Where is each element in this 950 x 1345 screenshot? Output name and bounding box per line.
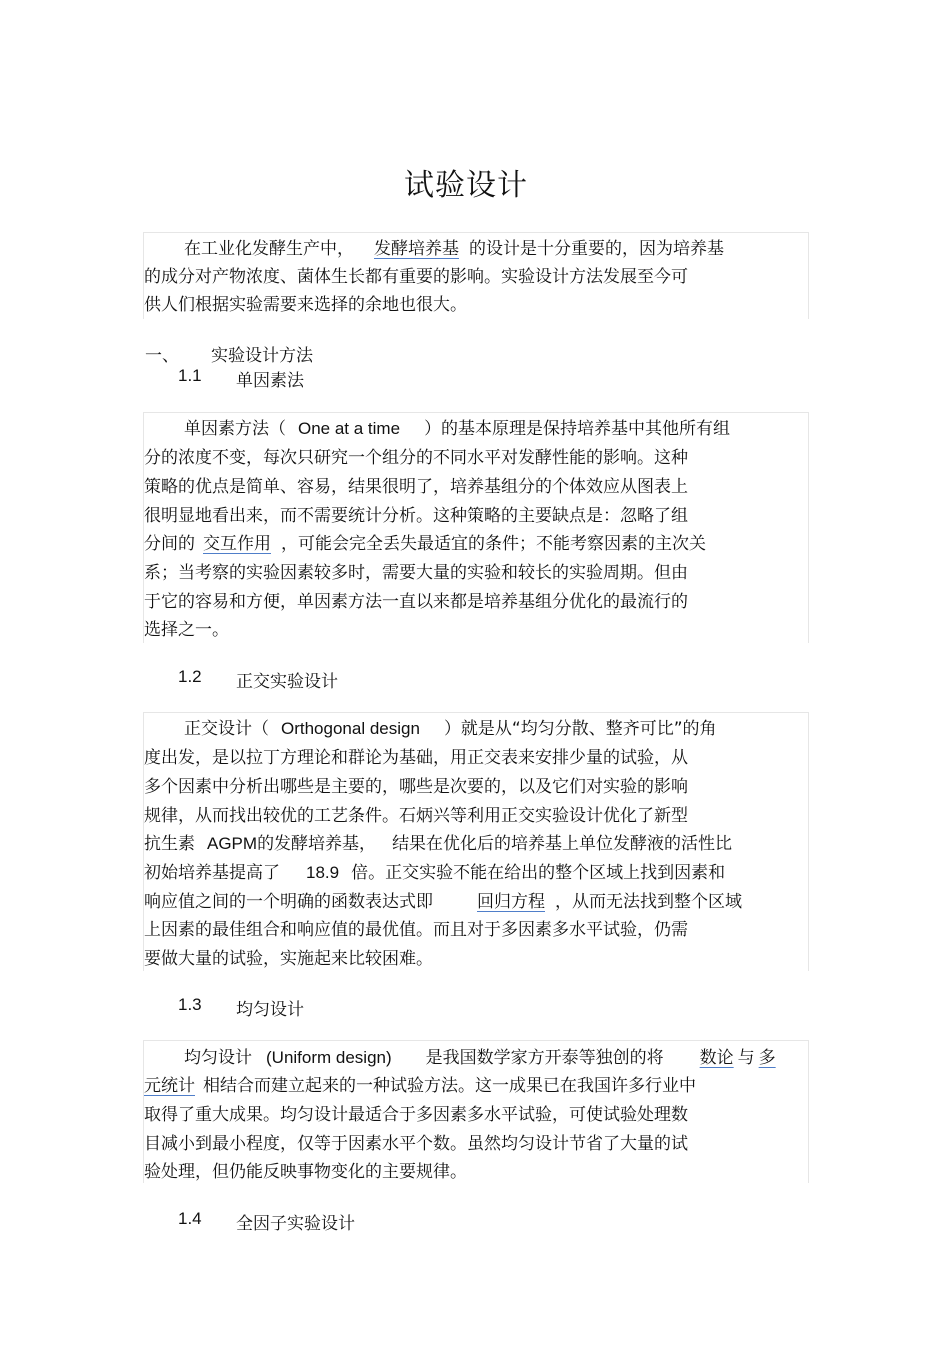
s11-line-7: 于它的容易和方便，单因素方法一直以来都是培养基组分优化的最流行的: [144, 592, 688, 612]
s13-line-5: 验处理，但仍能反映事物变化的主要规律。: [144, 1162, 467, 1182]
s11-line-4: 很明显地看出来，而不需要统计分析。这种策略的主要缺点是：忽略了组: [144, 506, 688, 526]
s11-line-5: [144, 534, 706, 554]
s13-text: 均匀设计: [184, 1048, 252, 1068]
s12-term-en: Orthogonal design: [281, 719, 420, 738]
s12-line-4: 规律，从而找出较优的工艺条件。石炳兴等利用正交实验设计优化了新型: [144, 806, 688, 826]
link-interaction[interactable]: 交互作用: [203, 534, 271, 554]
intro-text: 的设计是十分重要的，因为培养基: [469, 239, 724, 259]
s12-text: 结果在优化后的培养基上单位发酵液的活性比: [392, 834, 733, 854]
section-1-title: 实验设计方法: [211, 346, 313, 366]
s12-text: 响应值之间的一个明确的函数表达式即: [144, 892, 433, 912]
s13-line-4: 目减小到最小程度，仅等于因素水平个数。虽然均匀设计节省了大量的试: [144, 1134, 688, 1154]
section-1-number: 一、: [145, 346, 179, 366]
link-regression-equation[interactable]: 回归方程: [477, 892, 545, 912]
s12-title: 正交实验设计: [236, 672, 338, 692]
s12-line-9: 要做大量的试验，实施起来比较困难。: [144, 949, 433, 969]
s12-line-3: 多个因素中分析出哪些是主要的，哪些是次要的，以及它们对实验的影响: [144, 777, 688, 797]
s12-text: 初始培养基提高了: [144, 863, 280, 883]
s11-line-2: 分的浓度不变，每次只研究一个组分的不同水平对发酵性能的影响。这种: [144, 448, 688, 468]
s13-line-3: 取得了重大成果。均匀设计最适合于多因素多水平试验，可使试验处理数: [144, 1105, 688, 1125]
s12-paragraph: [143, 712, 809, 971]
s11-line-6: 系；当考察的实验因素较多时，需要大量的实验和较长的实验周期。但由: [144, 563, 688, 583]
s12-text: 抗生素: [144, 834, 195, 854]
intro-line-1: [184, 239, 724, 259]
s13-line-2: [144, 1076, 696, 1096]
intro-paragraph: [143, 232, 809, 319]
s12-term-en: AGPM: [207, 834, 258, 853]
link-multivariate-statistics-part2[interactable]: 元统计: [144, 1076, 195, 1096]
link-multivariate-statistics-part1[interactable]: 多: [758, 1048, 776, 1068]
s11-term-en: One at a time: [298, 419, 401, 438]
s12-line-2: 度出发，是以拉丁方理论和群论为基础，用正交表来安排少量的试验，从: [144, 748, 688, 768]
s12-line-8: 上因素的最佳组合和响应值的最优值。而且对于多因素多水平试验，仍需: [144, 920, 688, 940]
s12-line-1: [184, 719, 717, 739]
s11-title: 单因素法: [236, 371, 304, 391]
s12-text: 倍。正交实验不能在给出的整个区域上找到因素和: [351, 863, 726, 883]
s13-title: 均匀设计: [236, 1000, 304, 1020]
s13-number: 1.3: [178, 995, 202, 1014]
s12-text: 的发酵培养基，: [257, 834, 377, 854]
s11-number: 1.1: [178, 366, 202, 385]
s11-text: ）的基本原理是保持培养基中其他所有组: [424, 419, 731, 439]
s12-number-value: 18.9: [306, 863, 340, 882]
s11-text: ，可能会完全丢失最适宜的条件；不能考察因素的主次关: [281, 534, 706, 554]
intro-text: 在工业化发酵生产中，: [184, 239, 354, 259]
s11-line-1: [184, 419, 730, 439]
intro-line-2: 的成分对产物浓度、菌体生长都有重要的影响。实验设计方法发展至今可: [144, 267, 688, 287]
link-number-theory[interactable]: 数论: [699, 1048, 734, 1068]
s12-text: ，从而无法找到整个区域: [555, 892, 742, 912]
intro-line-3: 供人们根据实验需要来选择的余地也很大。: [144, 295, 467, 315]
s12-line-5: [144, 834, 732, 854]
s13-text: 是我国数学家方开泰等独创的将: [425, 1048, 664, 1068]
page-title: 试验设计: [404, 168, 528, 203]
s11-text: 分间的: [144, 534, 195, 554]
s12-text: ）就是从“均匀分散、整齐可比”的角: [443, 719, 717, 739]
s13-paragraph: [143, 1040, 809, 1183]
s11-line-3: 策略的优点是简单、容易，结果很明了，培养基组分的个体效应从图表上: [144, 477, 688, 497]
s11-line-8: 选择之一。: [144, 620, 229, 640]
s13-term-en: (Uniform design): [266, 1048, 392, 1067]
s13-text: 与: [737, 1048, 755, 1068]
s11-text: 单因素方法（: [184, 419, 286, 439]
s14-title: 全因子实验设计: [236, 1214, 355, 1234]
s12-number: 1.2: [178, 667, 202, 686]
s11-paragraph: [143, 412, 809, 643]
s12-text: 正交设计（: [184, 719, 269, 739]
s12-line-6: [144, 863, 725, 883]
s13-line-1: [184, 1048, 776, 1068]
s12-line-7: [144, 892, 742, 912]
s14-number: 1.4: [178, 1209, 202, 1228]
link-fermentation-medium[interactable]: 发酵培养基: [374, 239, 459, 259]
s13-text: 相结合而建立起来的一种试验方法。这一成果已在我国许多行业中: [203, 1076, 696, 1096]
